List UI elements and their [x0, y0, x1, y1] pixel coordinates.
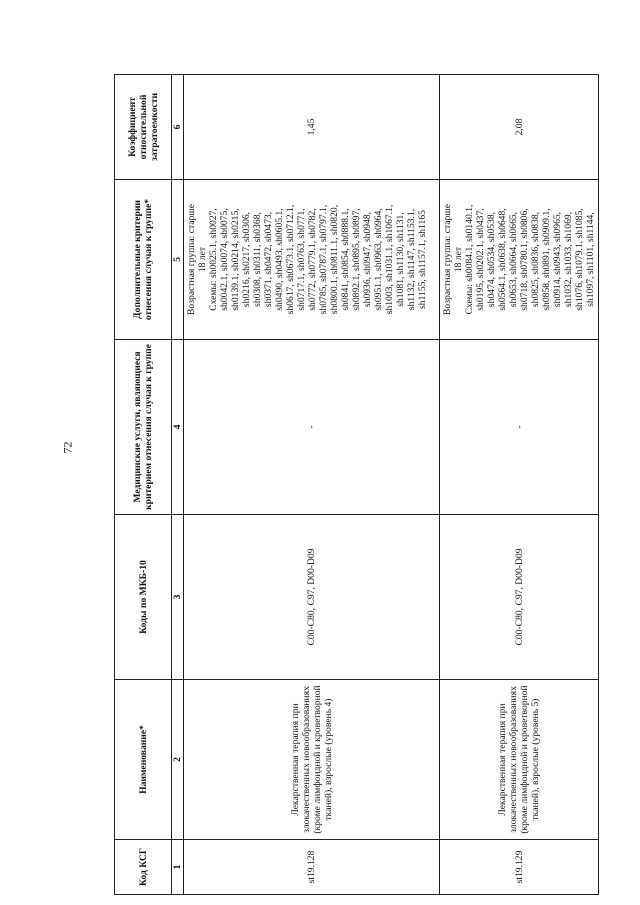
- table-row: [184, 75, 440, 895]
- criteria-line: sh0042.1, sh0074, sh0075,: [219, 208, 230, 311]
- icd-codes-cell: C00-C80, C97, D00-D09: [184, 515, 440, 680]
- criteria-line: sh0308, sh0311, sh0368,: [252, 212, 263, 307]
- ksg-code-cell: st19.128: [184, 840, 440, 895]
- criteria-line: sh0139.1, sh0214, sh0215,: [230, 208, 241, 311]
- criteria-line: sh0195, sh0202.1, sh0437,: [475, 208, 486, 311]
- criteria-line: sh0841, sh0854, sh0888.1,: [340, 208, 351, 311]
- header-icd-codes: Коды по МКБ-10: [115, 515, 172, 680]
- name-cell: Лекарственная терапия при злокачественных новообразованиях (кроме лимфоидной и кроветворной тканей), взрослые (уровень 5): [440, 680, 599, 840]
- column-number: 5: [172, 180, 184, 340]
- column-number: 4: [172, 340, 184, 515]
- header-ksg-code: Код КСГ: [115, 840, 172, 895]
- services-cell: -: [184, 340, 440, 515]
- landscape-table-wrapper: [114, 75, 596, 895]
- table-header-row: [115, 75, 172, 895]
- header-name: Наименование*: [115, 680, 172, 840]
- header-medical-services: Медицинские услуги, являющиеся критерием отнесения случая к группе: [115, 340, 172, 515]
- criteria-line: Схемы: sh0025.1, sh0027,: [208, 208, 219, 311]
- criteria-line: sh0216, sh0217, sh0306,: [241, 211, 252, 308]
- criteria-line: sh1132, sh1147, sh1153.1,: [406, 208, 417, 311]
- criteria-line: sh0772, sh0779.1, sh0782,: [307, 208, 318, 311]
- column-number: 3: [172, 515, 184, 680]
- name-cell: Лекарственная терапия при злокачественных новообразованиях (кроме лимфоидной и кроветворной тканей), взрослые (уровень 4): [184, 680, 440, 840]
- criteria-line: sh0371, sh0472, sh0473,: [263, 211, 274, 308]
- criteria-line: 18 лет: [197, 246, 208, 273]
- criteria-line: sh0892.1, sh0895, sh0897,: [351, 208, 362, 311]
- criteria-line: sh1081, sh1130, sh1131,: [395, 212, 406, 307]
- criteria-lines: [186, 182, 428, 337]
- table-row: [440, 75, 599, 895]
- criteria-line: sh0936, sh0947, sh0948,: [362, 211, 373, 308]
- criteria-lines: [442, 182, 596, 337]
- criteria-cell: [440, 180, 599, 340]
- criteria-line: sh1003, sh1031.1, sh1067.1,: [384, 204, 395, 315]
- criteria-line: sh1032, sh1033, sh1069,: [563, 211, 574, 308]
- criteria-line: sh0653, sh0664, sh0665,: [508, 211, 519, 308]
- criteria-line: sh0825, sh0836, sh0838,: [530, 211, 541, 308]
- criteria-line: sh1155, sh1157.1, sh1165: [417, 210, 428, 309]
- criteria-line: sh1097, sh1101, sh1144,: [585, 212, 596, 307]
- header-coefficient: Коэффициент относительной затратоемкости: [115, 75, 172, 180]
- rotated-page-content: [114, 75, 596, 895]
- criteria-line: sh0800.1, sh0811.1, sh0820,: [329, 204, 340, 315]
- ksg-table: [114, 74, 599, 895]
- criteria-line: sh0474, sh0534, sh0538,: [486, 211, 497, 308]
- criteria-line: sh0490, sh0493, sh0605.1,: [274, 208, 285, 311]
- criteria-line: sh0858, sh0891, sh0909.1,: [541, 208, 552, 311]
- criteria-line: Возрастная группа: старше: [442, 204, 453, 315]
- header-additional-criteria: Дополнительные критерии отнесения случая к группе*: [115, 180, 172, 340]
- criteria-line: sh0718, sh0780.1, sh0806,: [519, 208, 530, 311]
- coefficient-cell: 2,08: [440, 75, 599, 180]
- criteria-line: sh0914, sh0943, sh0965,: [552, 211, 563, 308]
- criteria-line: sh0564.1, sh0638, sh0648,: [497, 208, 508, 311]
- criteria-line: sh0951.1, sh0963, sh0964,: [373, 208, 384, 311]
- services-cell: -: [440, 340, 599, 515]
- criteria-line: sh0617, sh0673.1, sh0712.1,: [285, 204, 296, 315]
- column-number: 1: [172, 840, 184, 895]
- criteria-line: Возрастная группа: старше: [186, 204, 197, 315]
- criteria-line: 18 лет: [453, 246, 464, 273]
- column-number: 2: [172, 680, 184, 840]
- coefficient-cell: 1,45: [184, 75, 440, 180]
- column-number-row: [172, 75, 184, 895]
- criteria-line: sh0717.1, sh0763, sh0771,: [296, 208, 307, 311]
- icd-codes-cell: C00-C80, C97, D00-D09: [440, 515, 599, 680]
- criteria-cell: [184, 180, 440, 340]
- ksg-code-cell: st19.129: [440, 840, 599, 895]
- page-number: 72: [60, 441, 75, 454]
- criteria-line: sh0785, sh0787.1, sh0797.1,: [318, 204, 329, 315]
- criteria-line: sh1076, sh1079.1, sh1085,: [574, 208, 585, 311]
- column-number: 6: [172, 75, 184, 180]
- criteria-line: Схемы: sh0084.1, sh0140.1,: [464, 204, 475, 315]
